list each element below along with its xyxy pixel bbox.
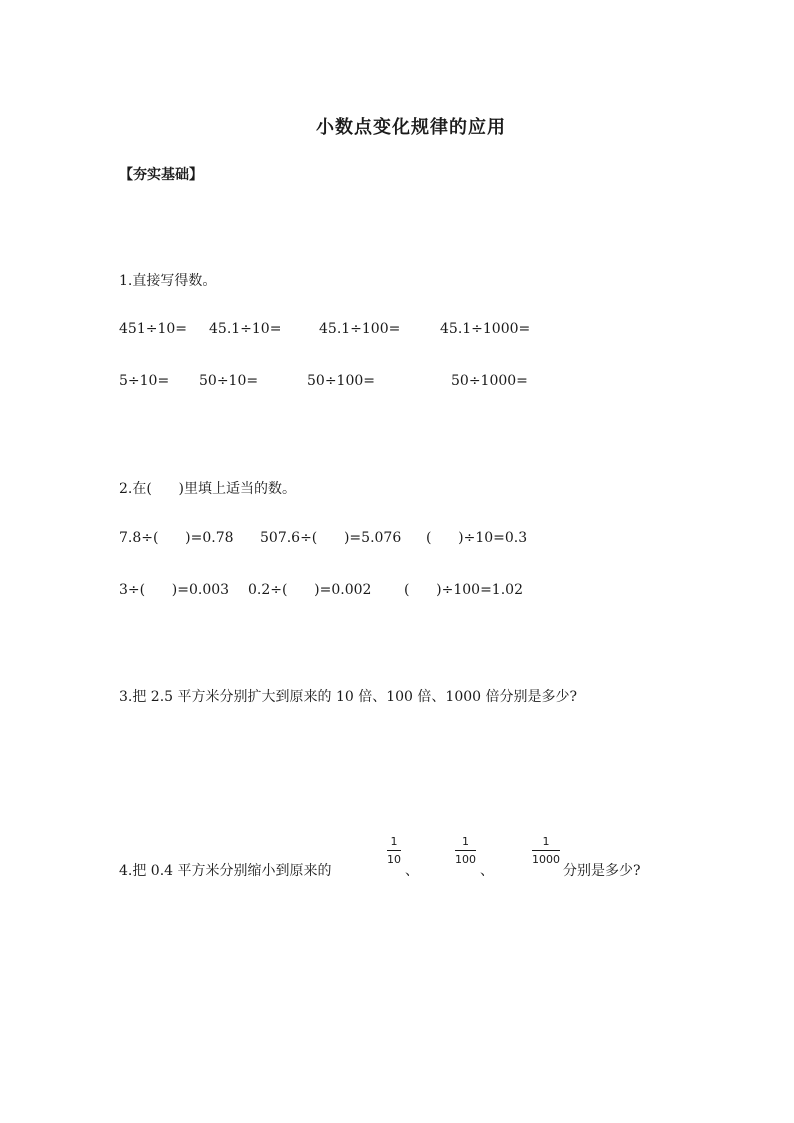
q1-item: 45.1÷1000= xyxy=(440,321,531,337)
question-1-prompt: 1.直接写得数。 xyxy=(119,273,217,289)
question-4-suffix: 分别是多少? xyxy=(563,863,641,879)
question-4-prefix: 4.把 0.4 平方米分别缩小到原来的 xyxy=(119,863,332,879)
question-2-prompt: 2.在( )里填上适当的数。 xyxy=(119,481,296,497)
q1-item: 50÷100= xyxy=(307,373,375,389)
q1-item: 50÷1000= xyxy=(451,373,528,389)
q2-item: ( )÷10=0.3 xyxy=(426,530,528,546)
separator: 、 xyxy=(405,863,419,879)
q1-item: 50÷10= xyxy=(199,373,259,389)
section-heading: 【夯实基础】 xyxy=(119,167,203,183)
fraction-numerator: 1 xyxy=(390,835,398,848)
fraction-one-hundredth xyxy=(455,836,476,865)
q2-item: 7.8÷( )=0.78 xyxy=(119,530,234,546)
q2-item: 507.6÷( )=5.076 xyxy=(260,530,402,546)
q1-item: 451÷10= xyxy=(119,321,187,337)
fraction-denominator: 10 xyxy=(387,853,401,867)
fraction-one-tenth xyxy=(387,836,401,865)
fraction-denominator: 1000 xyxy=(532,853,560,867)
q1-item: 5÷10= xyxy=(119,373,170,389)
fraction-numerator: 1 xyxy=(542,835,550,848)
q2-item: 3÷( )=0.003 xyxy=(119,582,230,598)
q1-item: 45.1÷10= xyxy=(209,321,282,337)
worksheet-title: 小数点变化规律的应用 xyxy=(316,117,506,138)
fraction-one-thousandth xyxy=(532,836,560,865)
fraction-denominator: 100 xyxy=(455,853,476,867)
q1-item: 45.1÷100= xyxy=(319,321,401,337)
q2-item: 0.2÷( )=0.002 xyxy=(248,582,372,598)
separator: 、 xyxy=(480,863,494,879)
fraction-numerator: 1 xyxy=(462,835,469,848)
q2-item: ( )÷100=1.02 xyxy=(404,582,523,598)
question-3-prompt: 3.把 2.5 平方米分别扩大到原来的 10 倍、100 倍、1000 倍分别是多少? xyxy=(119,689,577,705)
